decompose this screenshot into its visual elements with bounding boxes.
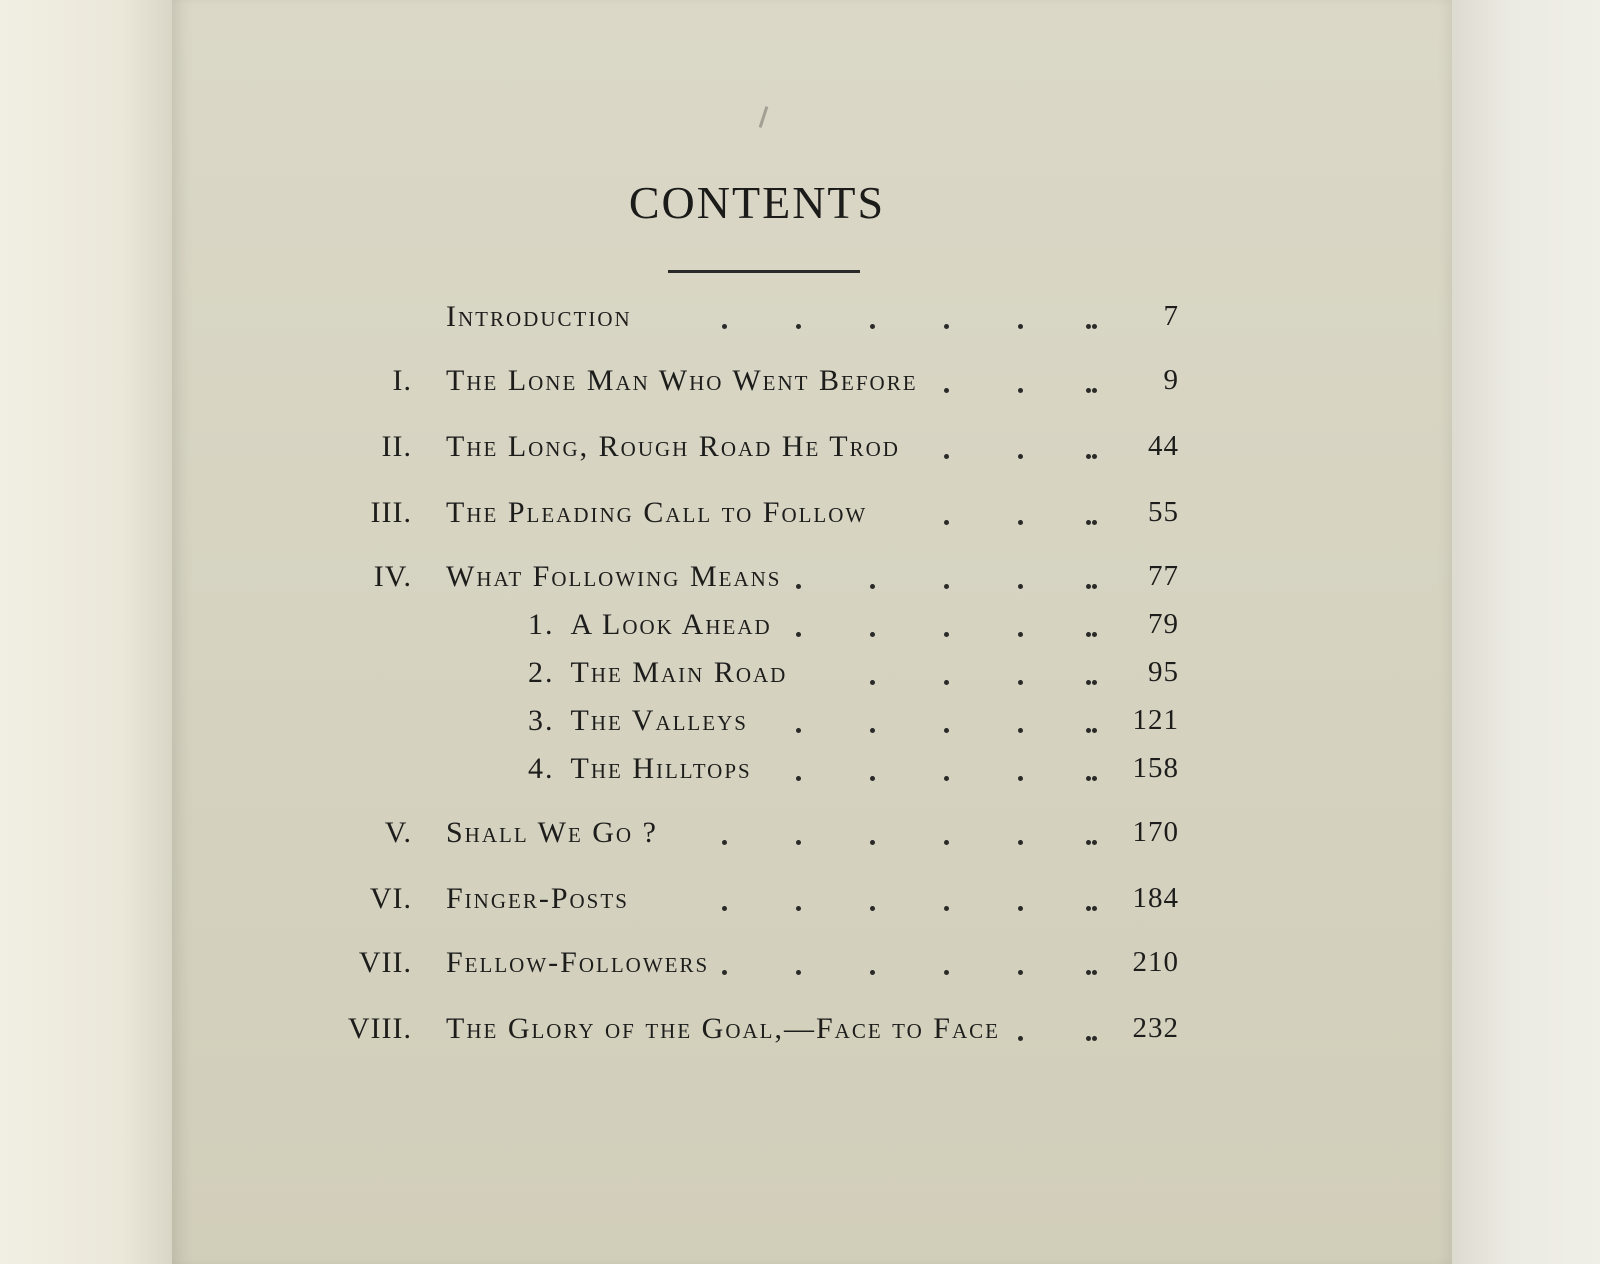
toc-entry [172, 560, 1452, 600]
leader-dot [1092, 454, 1097, 459]
entry-title-text: The Long, Rough Road He Trod [446, 430, 900, 463]
toc-entry [172, 946, 1452, 986]
leader-dot [1086, 1036, 1091, 1041]
leader-dot [722, 906, 727, 911]
dot-leaders [172, 1012, 1452, 1052]
leader-dot [1018, 388, 1023, 393]
leader-dot [1086, 388, 1091, 393]
page-number: 9 [1163, 364, 1179, 396]
leader-dot [944, 728, 949, 733]
leader-dot [1018, 584, 1023, 589]
toc-entry [172, 430, 1452, 470]
toc-subentry [172, 656, 1452, 696]
leader-dot [870, 728, 875, 733]
section-number: 4. [528, 752, 555, 785]
dot-leaders [172, 608, 1452, 648]
leader-dot [796, 776, 801, 781]
leader-dot [1086, 680, 1091, 685]
title-divider [668, 270, 860, 273]
leader-dot [1086, 728, 1091, 733]
entry-title-text: Fellow-Followers [446, 946, 710, 979]
entry-title-text: The Hilltops [570, 752, 752, 785]
dot-leaders [172, 816, 1452, 856]
leader-dot [1092, 520, 1097, 525]
leader-dot [1018, 324, 1023, 329]
page-number: 7 [1163, 300, 1179, 332]
leader-dot [1018, 454, 1023, 459]
leader-dot [796, 906, 801, 911]
leader-dot [1092, 906, 1097, 911]
leader-dot [870, 632, 875, 637]
leader-dot [944, 776, 949, 781]
entry-title-text: Introduction [446, 300, 632, 333]
leader-dot [1018, 632, 1023, 637]
leader-dot [1092, 632, 1097, 637]
entry-title-text: A Look Ahead [570, 608, 772, 641]
toc-entry [172, 364, 1452, 404]
leader-dot [796, 728, 801, 733]
leader-dot [796, 970, 801, 975]
leader-dot [1018, 776, 1023, 781]
leader-dot [722, 324, 727, 329]
leader-dot [944, 680, 949, 685]
page-number: 210 [1132, 946, 1179, 978]
chapter-number: V. [384, 816, 412, 849]
leader-dot [1086, 776, 1091, 781]
leader-dot [1092, 680, 1097, 685]
leader-dot [1018, 520, 1023, 525]
leader-dot [1018, 970, 1023, 975]
dot-leaders [172, 704, 1452, 744]
pencil-mark [759, 106, 769, 128]
entry-title-text: Finger-Posts [446, 882, 629, 915]
leader-dot [870, 970, 875, 975]
section-number: 1. [528, 608, 555, 641]
leader-dot [722, 970, 727, 975]
section-number: 2. [528, 656, 555, 689]
leader-dot [944, 520, 949, 525]
dot-leaders [172, 496, 1452, 536]
leader-dot [796, 324, 801, 329]
leader-dot [1086, 324, 1091, 329]
leader-dot [870, 906, 875, 911]
page-number: 170 [1132, 816, 1179, 848]
leader-dot [1092, 324, 1097, 329]
leader-dot [870, 680, 875, 685]
leader-dot [1086, 520, 1091, 525]
leader-dot [1086, 840, 1091, 845]
chapter-number: II. [381, 430, 412, 463]
leader-dot [796, 840, 801, 845]
leader-dot [1092, 388, 1097, 393]
dot-leaders [172, 560, 1452, 600]
leader-dot [722, 840, 727, 845]
toc-entry [172, 816, 1452, 856]
leader-dot [944, 970, 949, 975]
leader-dot [1092, 728, 1097, 733]
leader-dot [870, 776, 875, 781]
toc-subentry [172, 704, 1452, 744]
leader-dot [870, 584, 875, 589]
page-number: 158 [1132, 752, 1179, 784]
chapter-number: IV. [373, 560, 412, 593]
page-number: 79 [1148, 608, 1179, 640]
entry-title-text: The Pleading Call to Follow [446, 496, 868, 529]
page-number: 77 [1148, 560, 1179, 592]
toc-subentry [172, 752, 1452, 792]
entry-title-text: The Valleys [570, 704, 748, 737]
leader-dot [1018, 840, 1023, 845]
toc-entry [172, 1012, 1452, 1052]
leader-dot [944, 906, 949, 911]
entry-title-text: The Glory of the Goal,—Face to Face [446, 1012, 1000, 1045]
leader-dot [944, 584, 949, 589]
chapter-number: VII. [358, 946, 412, 979]
leader-dot [1018, 1036, 1023, 1041]
page-number: 232 [1132, 1012, 1179, 1044]
toc-entry [172, 882, 1452, 922]
leader-dot [944, 454, 949, 459]
chapter-number: VIII. [347, 1012, 412, 1045]
page-number: 44 [1148, 430, 1179, 462]
entry-title-text: Shall We Go ? [446, 816, 658, 849]
dot-leaders [172, 300, 1452, 340]
entry-title-text: The Main Road [570, 656, 788, 689]
entry-title-text: The Lone Man Who Went Before [446, 364, 918, 397]
leader-dot [1092, 840, 1097, 845]
chapter-number: VI. [369, 882, 412, 915]
leader-dot [1018, 680, 1023, 685]
leader-dot [944, 632, 949, 637]
leader-dot [870, 324, 875, 329]
facing-page-left [0, 0, 172, 1264]
page-number: 55 [1148, 496, 1179, 528]
dot-leaders [172, 752, 1452, 792]
leader-dot [1092, 970, 1097, 975]
page-title: CONTENTS [628, 177, 886, 228]
facing-page-right [1452, 0, 1600, 1264]
entry-title-text: What Following Means [446, 560, 782, 593]
leader-dot [1092, 776, 1097, 781]
contents-page [172, 0, 1452, 1264]
chapter-number: III. [370, 496, 412, 529]
dot-leaders [172, 656, 1452, 696]
leader-dot [1092, 584, 1097, 589]
leader-dot [944, 840, 949, 845]
toc-entry [172, 496, 1452, 536]
dot-leaders [172, 430, 1452, 470]
dot-leaders [172, 364, 1452, 404]
leader-dot [796, 632, 801, 637]
section-number: 3. [528, 704, 555, 737]
toc-subentry [172, 608, 1452, 648]
leader-dot [1086, 584, 1091, 589]
leader-dot [944, 324, 949, 329]
leader-dot [796, 584, 801, 589]
leader-dot [870, 840, 875, 845]
leader-dot [1092, 1036, 1097, 1041]
leader-dot [1018, 728, 1023, 733]
chapter-number: I. [392, 364, 412, 397]
page-number: 121 [1132, 704, 1179, 736]
page-number: 184 [1132, 882, 1179, 914]
page-number: 95 [1148, 656, 1179, 688]
dot-leaders [172, 882, 1452, 922]
leader-dot [1086, 454, 1091, 459]
dot-leaders [172, 946, 1452, 986]
leader-dot [1086, 632, 1091, 637]
leader-dot [944, 388, 949, 393]
leader-dot [1086, 906, 1091, 911]
leader-dot [1018, 906, 1023, 911]
toc-entry [172, 300, 1452, 340]
leader-dot [1086, 970, 1091, 975]
